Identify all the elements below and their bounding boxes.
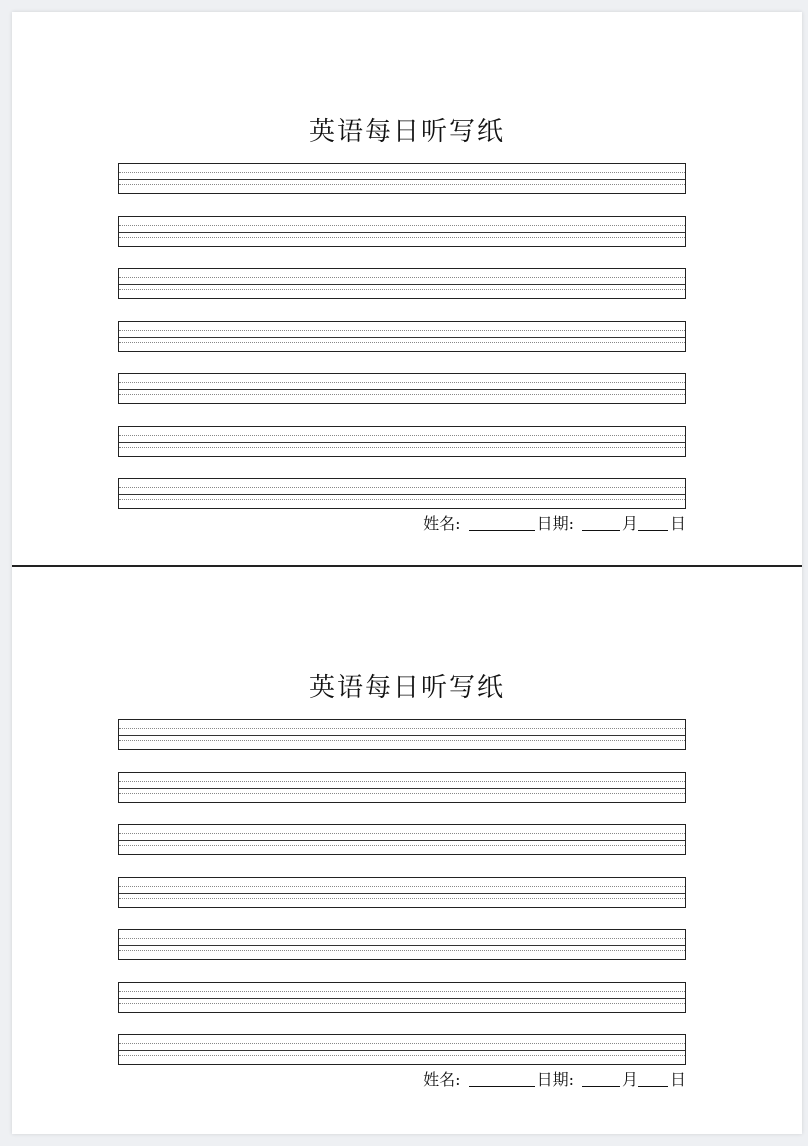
guide-line	[119, 1055, 685, 1056]
guide-line	[119, 740, 685, 741]
guide-line	[119, 991, 685, 992]
cut-line	[12, 565, 802, 567]
guide-line	[119, 487, 685, 488]
writing-line-row	[118, 163, 686, 194]
guide-line	[119, 382, 685, 383]
guide-line	[119, 277, 685, 278]
writing-line-row	[118, 426, 686, 457]
name-label: 姓名:	[423, 1070, 461, 1089]
baseline	[119, 179, 685, 180]
guide-line	[119, 225, 685, 226]
date-label: 日期:	[536, 1070, 574, 1089]
baseline	[119, 1050, 685, 1051]
baseline	[119, 389, 685, 390]
guide-line	[119, 184, 685, 185]
writing-line-row	[118, 929, 686, 960]
writing-line-row	[118, 478, 686, 509]
baseline	[119, 840, 685, 841]
paper-page	[12, 12, 802, 1134]
baseline	[119, 494, 685, 495]
day-label: 日	[669, 1070, 686, 1089]
writing-line-row	[118, 216, 686, 247]
sheet-footer	[423, 1070, 686, 1090]
month-label: 月	[621, 1070, 638, 1089]
baseline	[119, 735, 685, 736]
writing-rows	[118, 163, 686, 531]
baseline	[119, 945, 685, 946]
writing-line-row	[118, 877, 686, 908]
date-label: 日期:	[536, 514, 574, 533]
writing-line-row	[118, 268, 686, 299]
baseline	[119, 998, 685, 999]
guide-line	[119, 289, 685, 290]
guide-line	[119, 845, 685, 846]
guide-line	[119, 898, 685, 899]
baseline	[119, 284, 685, 285]
writing-line-row	[118, 373, 686, 404]
day-blank	[638, 1070, 668, 1087]
writing-rows	[118, 719, 686, 1087]
baseline	[119, 788, 685, 789]
sheet-footer	[423, 514, 686, 534]
guide-line	[119, 793, 685, 794]
sheet-title: 英语每日听写纸	[308, 117, 505, 147]
guide-line	[119, 938, 685, 939]
month-blank	[582, 514, 620, 531]
dictation-sheet-bottom	[12, 568, 802, 1122]
guide-line	[119, 833, 685, 834]
sheet-title: 英语每日听写纸	[308, 673, 505, 703]
guide-line	[119, 728, 685, 729]
guide-line	[119, 1043, 685, 1044]
month-label: 月	[621, 514, 638, 533]
name-blank	[469, 514, 535, 531]
guide-line	[119, 950, 685, 951]
writing-line-row	[118, 1034, 686, 1065]
guide-line	[119, 394, 685, 395]
guide-line	[119, 447, 685, 448]
writing-line-row	[118, 982, 686, 1013]
name-blank	[469, 1070, 535, 1087]
guide-line	[119, 499, 685, 500]
baseline	[119, 232, 685, 233]
guide-line	[119, 342, 685, 343]
guide-line	[119, 886, 685, 887]
guide-line	[119, 172, 685, 173]
day-blank	[638, 514, 668, 531]
baseline	[119, 442, 685, 443]
guide-line	[119, 1003, 685, 1004]
writing-line-row	[118, 824, 686, 855]
writing-line-row	[118, 772, 686, 803]
guide-line	[119, 781, 685, 782]
writing-line-row	[118, 321, 686, 352]
day-label: 日	[669, 514, 686, 533]
baseline	[119, 337, 685, 338]
guide-line	[119, 237, 685, 238]
month-blank	[582, 1070, 620, 1087]
writing-line-row	[118, 719, 686, 750]
baseline	[119, 893, 685, 894]
guide-line	[119, 330, 685, 331]
guide-line	[119, 435, 685, 436]
dictation-sheet-top	[12, 12, 802, 566]
name-label: 姓名:	[423, 514, 461, 533]
